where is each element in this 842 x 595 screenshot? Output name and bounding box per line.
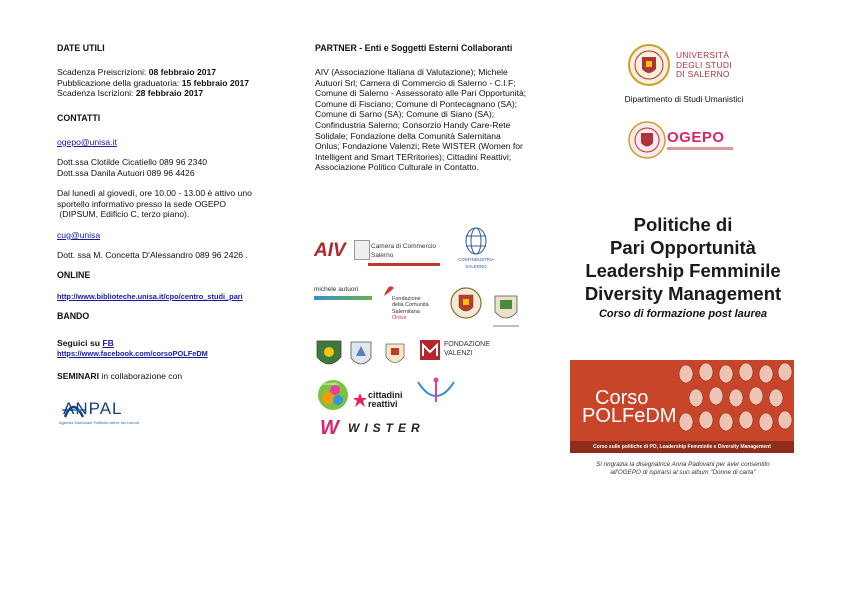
fondazione-valenzi-logo: FONDAZIONE VALENZI <box>420 340 490 362</box>
comune-fisciano-crest <box>313 337 345 373</box>
unisa-text: UNIVERSITÀ DEGLI STUDI DI SALERNO <box>676 50 732 80</box>
date-utili-list <box>57 67 249 99</box>
fondazione-text: Fondazione della Comunità Salernitana Onlus <box>392 296 429 322</box>
email-ogepo-link[interactable]: ogepo@unisa.it <box>57 137 117 147</box>
online-heading: ONLINE <box>57 270 91 280</box>
women-crowd-illustration-icon <box>674 360 794 453</box>
wister-logo: W WISTER <box>320 417 425 439</box>
aiv-logo: AIV <box>314 240 346 261</box>
cittadini-reattivi-logo: cittadini reattivi <box>352 388 404 412</box>
contatti-heading: CONTATTI <box>57 113 101 123</box>
course-title: Politiche di Pari Opportunità Leadership Femminile Diversity Management <box>584 214 782 304</box>
email-cug-link[interactable]: cug@unisa <box>57 230 101 240</box>
ogepo-seal-icon <box>627 120 667 160</box>
wister-w: W <box>320 417 341 439</box>
cittadini-star-icon <box>352 392 368 408</box>
online-url-link[interactable]: http://www.biblioteche.unisa.it/cpo/centro_studi_pari <box>57 292 243 301</box>
contact-cicatiello: Dott.ssa Clotilde Cicatiello 089 96 2340 <box>57 157 208 167</box>
banner-strip: Corso sulle politiche di PO, Leadership Femminile e Diversity Management <box>570 441 794 453</box>
illustration-credit: Si ringrazia la disegnatrice Anna Padovani per aver consentito all'OGEPO di ispirarsi al suo album "Donne di carta" <box>596 461 770 476</box>
unisa-seal-icon <box>627 43 671 87</box>
comune-siano-crest <box>384 340 406 370</box>
handy-care-icon <box>414 376 458 412</box>
follow-us: Seguici su FB <box>57 338 114 348</box>
ogepo-logo <box>627 120 737 160</box>
department-name: Dipartimento di Studi Umanistici <box>624 94 744 104</box>
siano-crest-icon <box>384 340 406 370</box>
date-line-graduatoria: Pubblicazione della graduatoria: 15 febbraio 2017 <box>57 77 250 88</box>
ogepo-text: OGEPO <box>667 129 725 146</box>
salerno-crest-icon <box>448 285 484 325</box>
in-contatto-logo: in contatto <box>316 378 350 412</box>
comune-sarno-crest <box>348 338 374 372</box>
polfedm-banner <box>570 360 794 453</box>
seminari-line: SEMINARI in collaborazione con <box>57 371 183 381</box>
camera-red-line <box>368 263 440 266</box>
anpal-text: ANPAL <box>63 399 123 418</box>
banner-polfedm: POLFeDM <box>582 405 677 427</box>
unisa-logo <box>627 43 737 89</box>
date-line-iscrizioni: Scadenza Iscrizioni: 28 febbraio 2017 <box>57 88 204 99</box>
comune-salerno-crest <box>448 285 484 325</box>
camera-crest-icon <box>354 240 370 260</box>
sarno-crest-icon <box>348 338 374 372</box>
comune-pontecagnano-crest <box>490 292 522 330</box>
banner-corso: Corso <box>595 387 649 409</box>
date-utili-heading: DATE UTILI <box>57 43 105 53</box>
anpal-subtitle: Agenzia Nazionale Politiche Attive del Lavoro <box>59 420 140 425</box>
ogepo-underline <box>667 147 733 150</box>
pontecagnano-crest-icon <box>490 292 522 330</box>
partner-heading: PARTNER - Enti e Soggetti Esterni Collaboranti <box>315 43 513 53</box>
contact-autuori: Dott.ssa Danila Autuori 089 96 4426 <box>57 167 195 178</box>
partner-list: AIV (Associazione Italiana di Valutazione); Michele Autuori Srl; Camera di Commercio di Salerno - C.I.F; Comune di Salerno - Assessorato alle Pari Opportunità; Comune di Fisciano; Comune di Pontecagnano (SA); Comune di Sarno (SA); Comune di Siano (SA); Confindustria Salerno; Consorzio Handy Care-Rete Solidale; Fondazione della Comunità Salernitana Onlus; Fondazione Valenzi; Rete WISTER (Women for Intelligent and Smart TERritories); Cittadini Reattivi; Associazione Politico Culturale in Contatto. <box>315 67 527 173</box>
valenzi-mark-icon <box>420 340 440 360</box>
confindustria-net-icon <box>455 226 497 256</box>
contact-dalessandro: Dott. ssa M. Concetta D'Alessandro 089 96 2426 . <box>57 250 248 260</box>
date-line-preiscrizioni: Scadenza Preiscrizioni: 08 febbraio 2017 <box>57 67 217 77</box>
camera-commercio-logo: Camera di Commercio Salerno <box>354 240 442 268</box>
autuori-bar <box>314 296 372 300</box>
bando-heading: BANDO <box>57 311 90 321</box>
handy-care-logo <box>414 376 458 412</box>
sportello-info: Dal lunedì al giovedì, ore 10.00 - 13.00 è attivo uno sportello informativo presso la sede OGEPO (DIPSUM, Edificio C, terzo piano). <box>57 188 252 220</box>
facebook-url-link[interactable]: https://www.facebook.com/corsoPOLFeDM <box>57 349 208 358</box>
fondazione-comunita-logo <box>382 282 434 330</box>
anpal-logo <box>59 395 159 430</box>
fisciano-crest-icon <box>313 337 345 373</box>
confindustria-logo: CONFINDUSTRIA SALERNO <box>455 226 497 272</box>
contacts-block <box>57 157 207 178</box>
fb-link[interactable]: FB <box>102 338 114 348</box>
michele-autuori-logo: michele autuori <box>314 286 376 304</box>
course-subtitle: Corso di formazione post laurea <box>598 308 768 320</box>
